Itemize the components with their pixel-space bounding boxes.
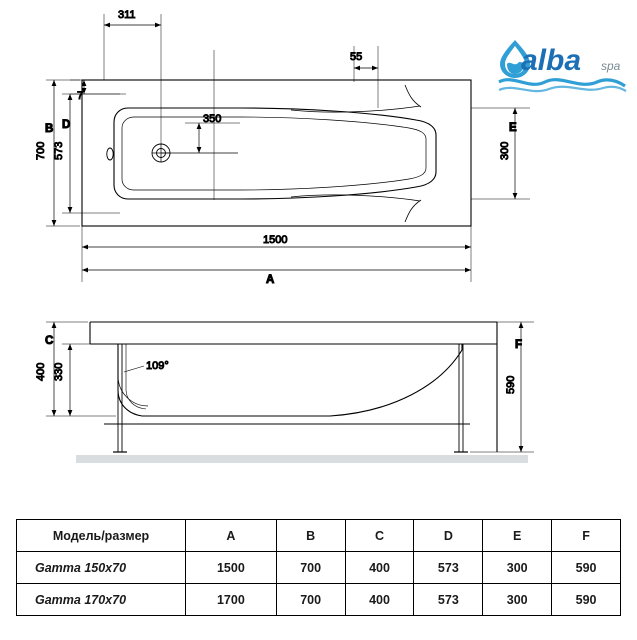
table-row: [17, 584, 621, 616]
svg-text:A: A: [266, 274, 275, 286]
svg-text:55: 55: [350, 51, 363, 63]
cell-a: 1700: [186, 584, 277, 616]
svg-text:1500: 1500: [263, 234, 288, 246]
svg-text:330: 330: [53, 362, 65, 381]
cell-d: 573: [414, 552, 483, 584]
svg-text:300: 300: [499, 141, 511, 160]
table-header-b: B: [276, 520, 345, 552]
svg-text:F: F: [515, 339, 523, 351]
svg-text:109°: 109°: [146, 360, 169, 372]
svg-text:E: E: [509, 122, 517, 134]
cell-c: 400: [345, 552, 414, 584]
cell-a: 1500: [186, 552, 277, 584]
cell-f: 590: [552, 584, 621, 616]
svg-text:7: 7: [77, 90, 84, 102]
table-header-f: F: [552, 520, 621, 552]
table-header-model: Модель/размер: [17, 520, 186, 552]
cell-b: 700: [276, 584, 345, 616]
svg-text:350: 350: [203, 113, 222, 125]
logo-sub: spa: [601, 59, 621, 73]
svg-text:D: D: [62, 119, 71, 131]
svg-text:B: B: [45, 123, 54, 135]
logo-wordmark: alba: [521, 44, 582, 77]
cell-e: 300: [483, 584, 552, 616]
cell-model: Gamma 150х70: [17, 552, 186, 584]
table-header-row: [17, 520, 621, 552]
alba-spa-logo: [493, 36, 629, 98]
cell-b: 700: [276, 552, 345, 584]
svg-text:C: C: [45, 335, 54, 347]
cell-c: 400: [345, 584, 414, 616]
svg-text:311: 311: [118, 9, 136, 21]
svg-text:573: 573: [53, 141, 65, 160]
svg-text:590: 590: [505, 375, 517, 394]
table-header-d: D: [414, 520, 483, 552]
svg-text:400: 400: [35, 362, 47, 381]
table-header-c: C: [345, 520, 414, 552]
cell-d: 573: [414, 584, 483, 616]
cell-model: Gamma 170х70: [17, 584, 186, 616]
table-header-a: A: [186, 520, 277, 552]
cell-f: 590: [552, 552, 621, 584]
specification-table: [16, 519, 621, 616]
cell-e: 300: [483, 552, 552, 584]
table-header-e: E: [483, 520, 552, 552]
table-row: [17, 552, 621, 584]
svg-text:700: 700: [35, 141, 47, 160]
